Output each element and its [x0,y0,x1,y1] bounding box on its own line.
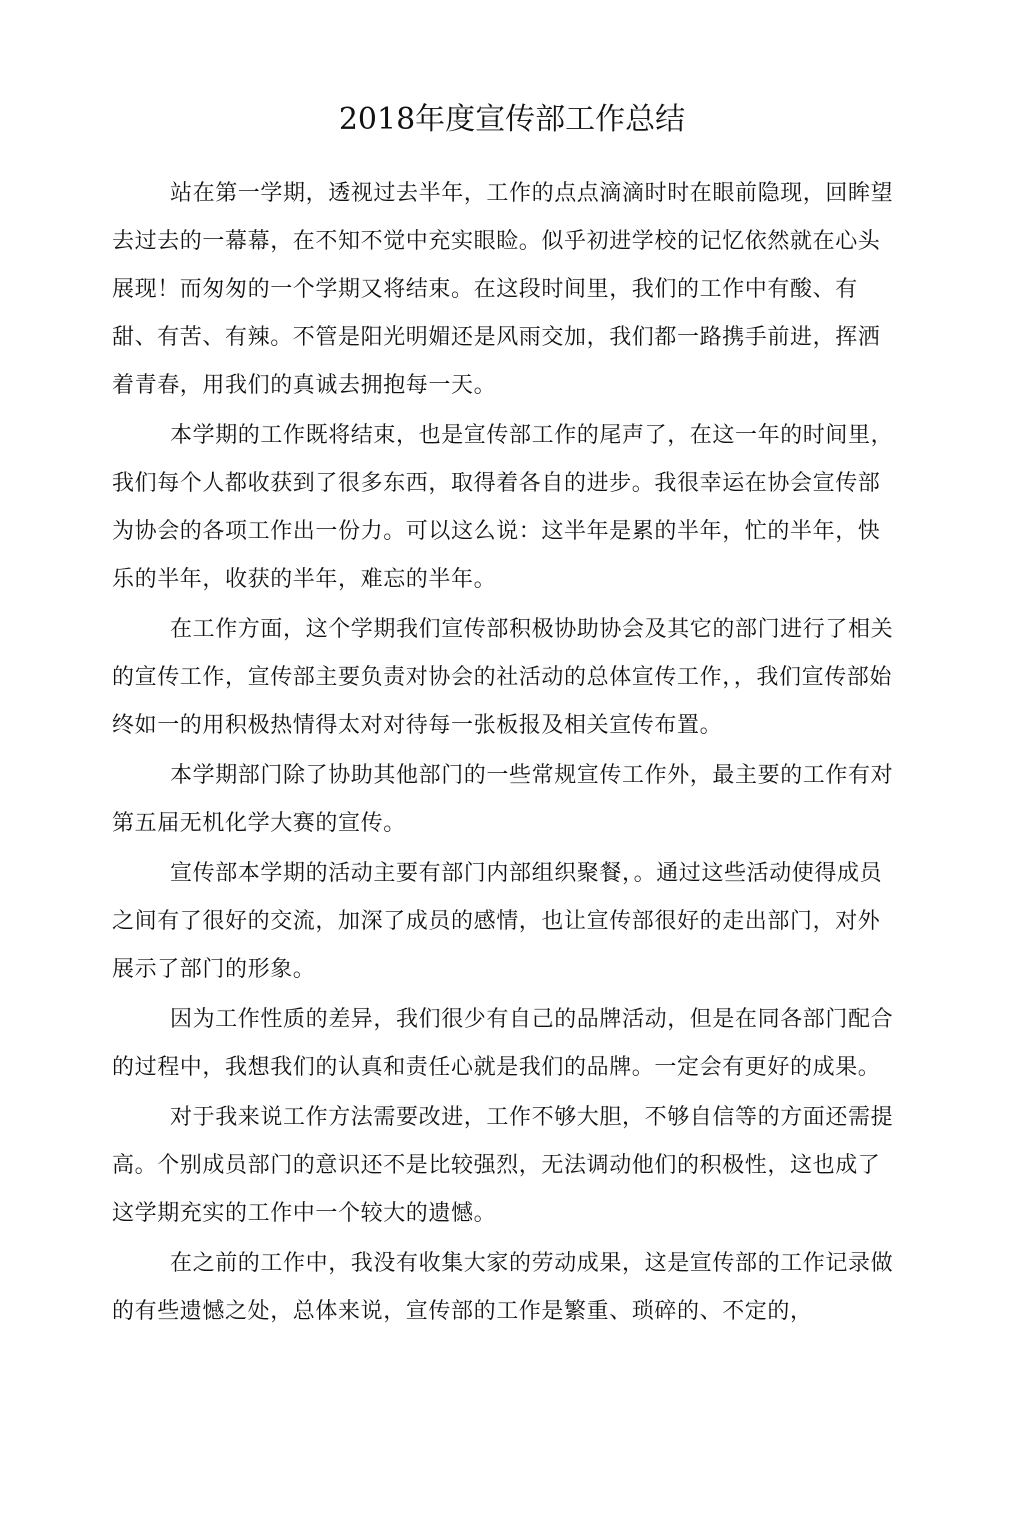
paragraph-4: 本学期部门除了协助其他部门的一些常规宣传工作外，最主要的工作有对第五届无机化学大赛的宣传。 [112,763,894,836]
document-title: 2018年度宣传部工作总结 [338,102,686,137]
paragraph-2: 本学期的工作既将结束，也是宣传部工作的尾声了，在这一年的时间里，我们每个人都收获到了很多东西，取得着各自的进步。我很幸运在协会宣传部为协会的各项工作出一份力。可以这么说：这半年是累的半年，忙的半年，快乐的半年，收获的半年，难忘的半年。 [112,423,894,592]
paragraph-7: 对于我来说工作方法需要改进，工作不够大胆，不够自信等的方面还需提高。个别成员部门的意识还不是比较强烈，无法调动他们的积极性，这也成了这学期充实的工作中一个较大的遗憾。 [112,1105,894,1226]
document-body [112,170,902,1336]
paragraph-6: 因为工作性质的差异，我们很少有自己的品牌活动，但是在同各部门配合的过程中，我想我们的认真和责任心就是我们的品牌。一定会有更好的成果。 [112,1007,894,1080]
paragraph-3: 在工作方面，这个学期我们宣传部积极协助协会及其它的部门进行了相关的宣传工作，宣传部主要负责对协会的社活动的总体宣传工作，，我们宣传部始终如一的用积极热情得太对对待每一张板报及相关宣传布置。 [112,617,894,738]
paragraph-5: 宣传部本学期的活动主要有部门内部组织聚餐，。通过这些活动使得成员之间有了很好的交流，加深了成员的感情，也让宣传部很好的走出部门，对外展示了部门的形象。 [112,861,883,982]
paragraph-1: 站在第一学期，透视过去半年，工作的点点滴滴时时在眼前隐现，回眸望去过去的一幕幕，在不知不觉中充实眼睑。似乎初进学校的记忆依然就在心头展现！而匆匆的一个学期又将结束。在这段时间里，我们的工作中有酸、有甜、有苦、有辣。不管是阳光明媚还是风雨交加，我们都一路携手前进，挥洒着青春，用我们的真诚去拥抱每一天。 [112,181,894,398]
paragraph-8: 在之前的工作中，我没有收集大家的劳动成果，这是宣传部的工作记录做的有些遗憾之处，总体来说，宣传部的工作是繁重、琐碎的、不定的， [112,1251,894,1324]
